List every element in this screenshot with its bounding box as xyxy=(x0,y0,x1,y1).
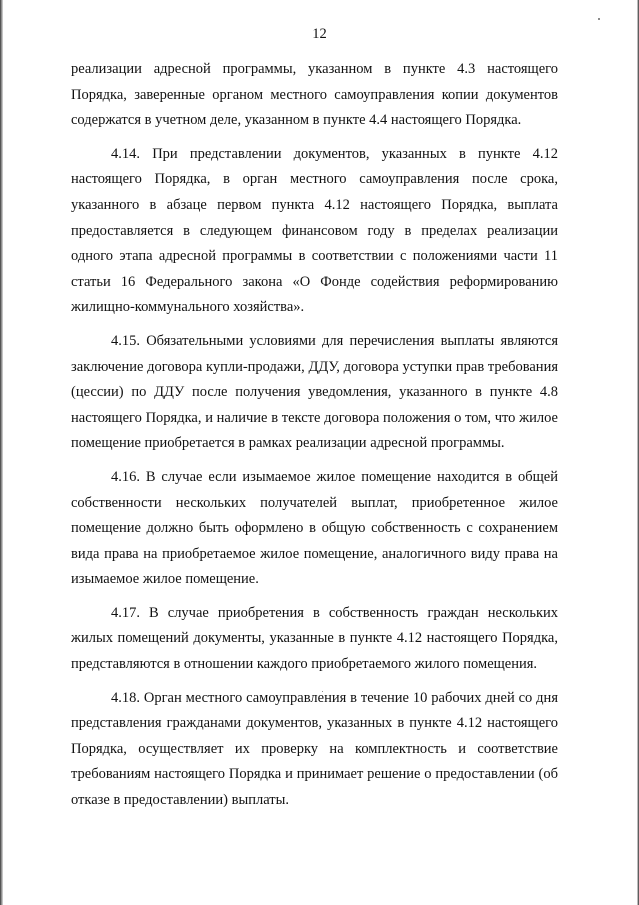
scan-edge-left xyxy=(0,0,3,905)
paragraph-4-17: 4.17. В случае приобретения в собственность граждан нескольких жилых помещений документы, указанные в пункте 4.12 настоящего Порядка, представляются в отношении каждого приобретаемого жилого помещения. xyxy=(71,604,558,673)
page-number: 12 xyxy=(312,26,327,42)
paragraph-4-15: 4.15. Обязательными условиями для перечисления выплаты являются заключение договора купли-продажи, ДДУ, договора уступки прав требования (цессии) по ДДУ после получения уведомления, указанного в пункте 4.8 настоящего Порядка, и наличие в тексте договора положения о том, что жилое помещение приобретается в рамках реализации адресной программы. xyxy=(71,332,558,452)
paragraph-continuation: реализации адресной программы, указанном в пункте 4.3 настоящего Порядка, заверенные органом местного самоуправления копии документов содержатся в учетном деле, указанном в пункте 4.4 настоящего Порядка. xyxy=(71,61,558,129)
paragraph-4-16: 4.16. В случае если изымаемое жилое помещение находится в общей собственности нескольких получателей выплат, приобретенное жилое помещение должно быть оформлено в общую собственность с сохранением вида права на приобретаемое жилое помещение, аналогичного виду права на изымаемое жилое помещение. xyxy=(71,468,558,588)
document-body xyxy=(71,57,558,822)
scan-speck xyxy=(598,18,600,20)
paragraph-4-18: 4.18. Орган местного самоуправления в течение 10 рабочих дней со дня представления гражданами документов, указанных в пункте 4.12 настоящего Порядка, осуществляет их проверку на комплектность и соответствие требованиям настоящего Порядка и принимает решение о предоставлении (об отказе в предоставлении) выплаты. xyxy=(71,689,558,809)
paragraph-4-14: 4.14. При представлении документов, указанных в пункте 4.12 настоящего Порядка, в орган местного самоуправления после срока, указанного в абзаце первом пункта 4.12 настоящего Порядка, выплата предоставляется в следующем финансовом году в пределах реализации одного этапа адресной программы в соответствии с положениями части 11 статьи 16 Федерального закона «О Фонде содействия реформированию жилищно-коммунального хозяйства». xyxy=(71,145,558,316)
